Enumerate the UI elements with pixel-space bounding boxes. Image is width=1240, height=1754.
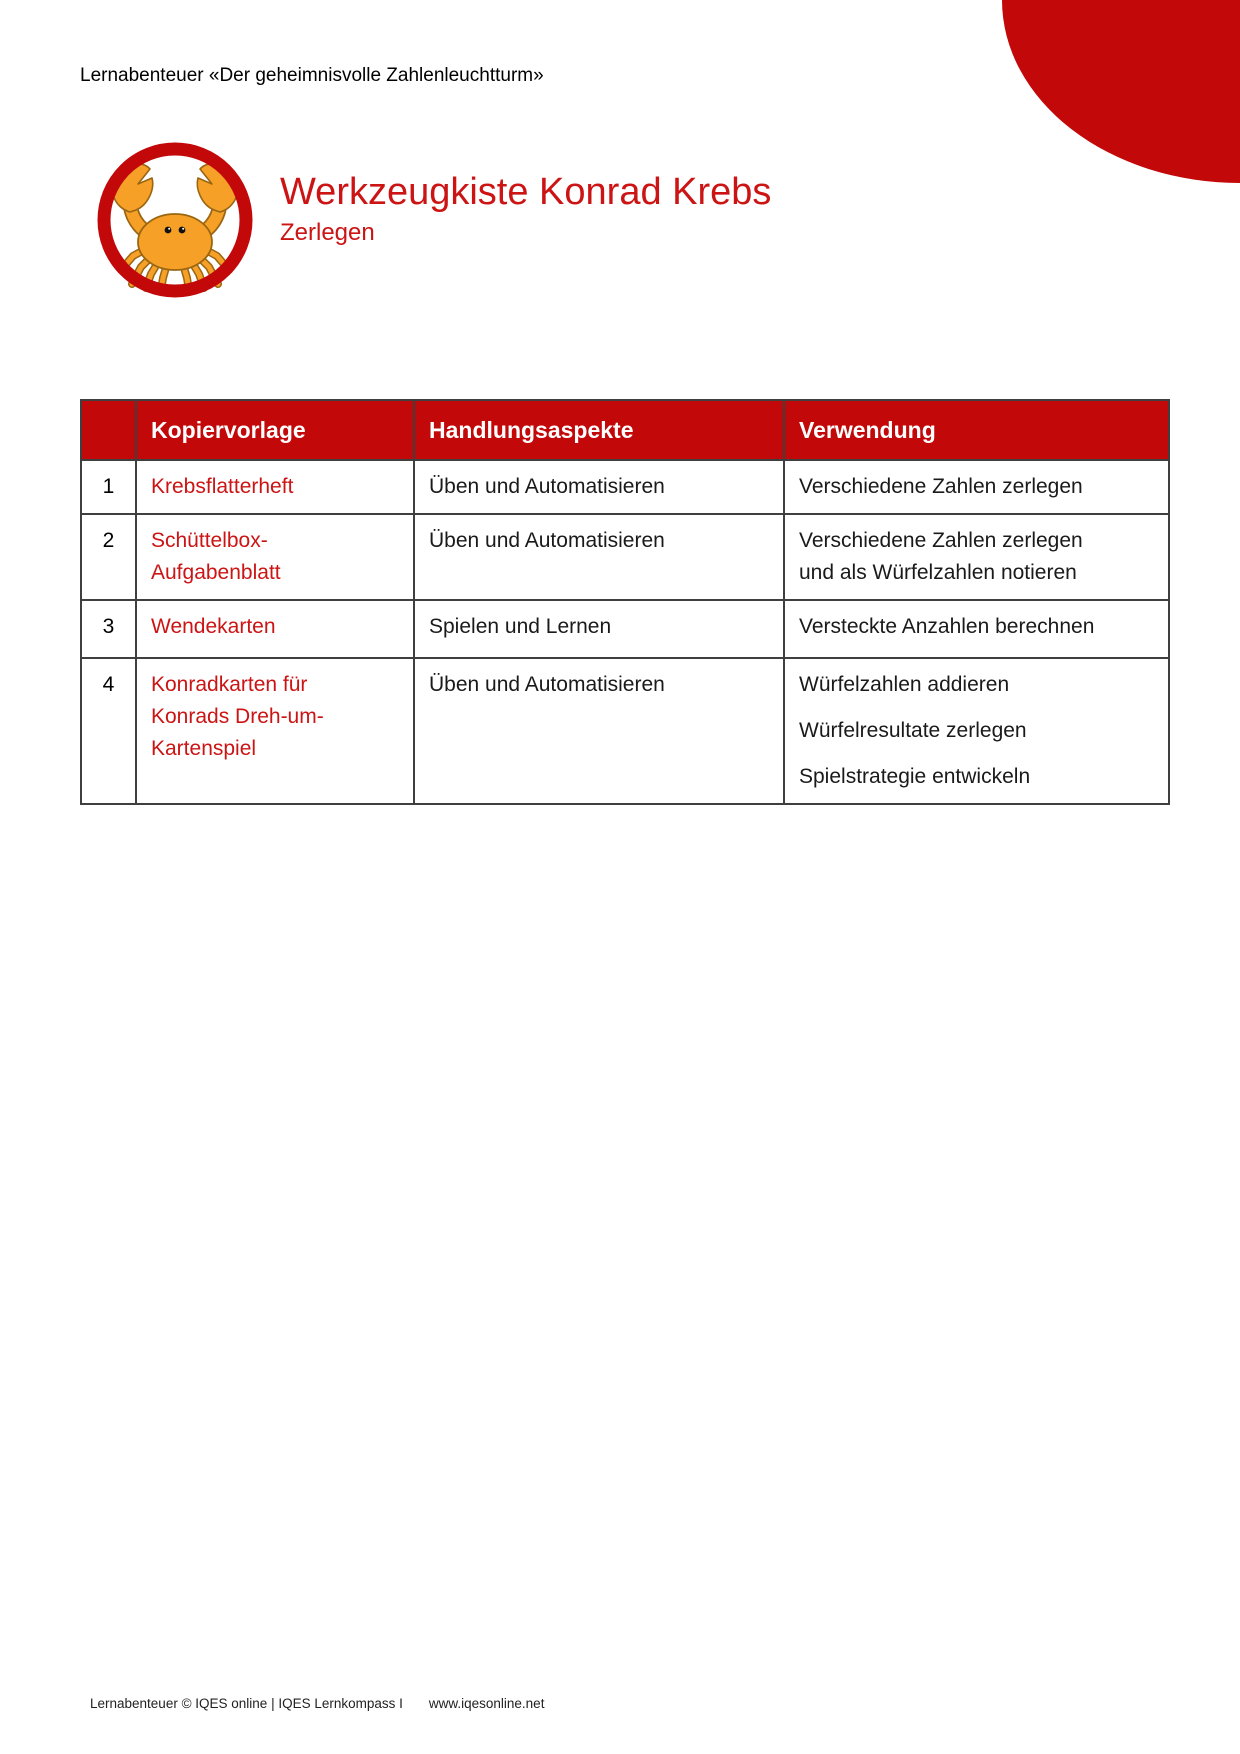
kopiervorlage-cell: Krebsflatterheft — [136, 460, 414, 514]
column-header-kopiervorlage: Kopiervorlage — [136, 400, 414, 460]
verwendung-cell: Verschiedene Zahlen zerlegen — [784, 460, 1169, 514]
row-number: 4 — [81, 658, 136, 804]
document-footer — [90, 1695, 544, 1712]
row-number: 3 — [81, 600, 136, 658]
handlungsaspekte-cell: Üben und Automatisieren — [414, 460, 784, 514]
kopiervorlage-cell: Wendekarten — [136, 600, 414, 658]
crab-logo-icon — [95, 140, 255, 300]
table-row — [81, 460, 1169, 514]
row-number: 2 — [81, 514, 136, 600]
row-number: 1 — [81, 460, 136, 514]
title-block — [280, 170, 771, 248]
footer-url: www.iqesonline.net — [428, 1696, 545, 1711]
table-row — [81, 658, 1169, 804]
page-subtitle: Zerlegen — [280, 219, 375, 246]
table-row — [81, 600, 1169, 658]
table-header-row — [81, 400, 1169, 460]
handlungsaspekte-cell: Üben und Automatisieren — [414, 658, 784, 804]
handlungsaspekte-cell: Spielen und Lernen — [414, 600, 784, 658]
materials-table — [80, 399, 1170, 805]
verwendung-cell: Verschiedene Zahlen zerlegen und als Würfelzahlen notieren — [784, 514, 1169, 600]
verwendung-cell: Würfelzahlen addieren Würfelresultate zerlegen Spielstrategie entwickeln — [784, 658, 1169, 804]
column-header-handlungsaspekte: Handlungsaspekte — [414, 400, 784, 460]
verwendung-cell: Versteckte Anzahlen berechnen — [784, 600, 1169, 658]
materials-table-wrap — [80, 399, 1168, 805]
kopiervorlage-cell: Konradkarten für Konrads Dreh-um- Kartenspiel — [136, 658, 414, 804]
document-header: Lernabenteuer «Der geheimnisvolle Zahlenleuchtturm» — [80, 65, 544, 86]
handlungsaspekte-cell: Üben und Automatisieren — [414, 514, 784, 600]
column-header-verwendung: Verwendung — [784, 400, 1169, 460]
column-header-number — [81, 400, 136, 460]
table-body — [81, 460, 1169, 804]
table-row — [81, 514, 1169, 600]
footer-text: Lernabenteuer © IQES online | IQES Lernkompass I — [90, 1696, 403, 1711]
corner-decoration — [1002, 0, 1240, 183]
page-title: Werkzeugkiste Konrad Krebs — [280, 171, 772, 213]
kopiervorlage-cell: Schüttelbox- Aufgabenblatt — [136, 514, 414, 600]
